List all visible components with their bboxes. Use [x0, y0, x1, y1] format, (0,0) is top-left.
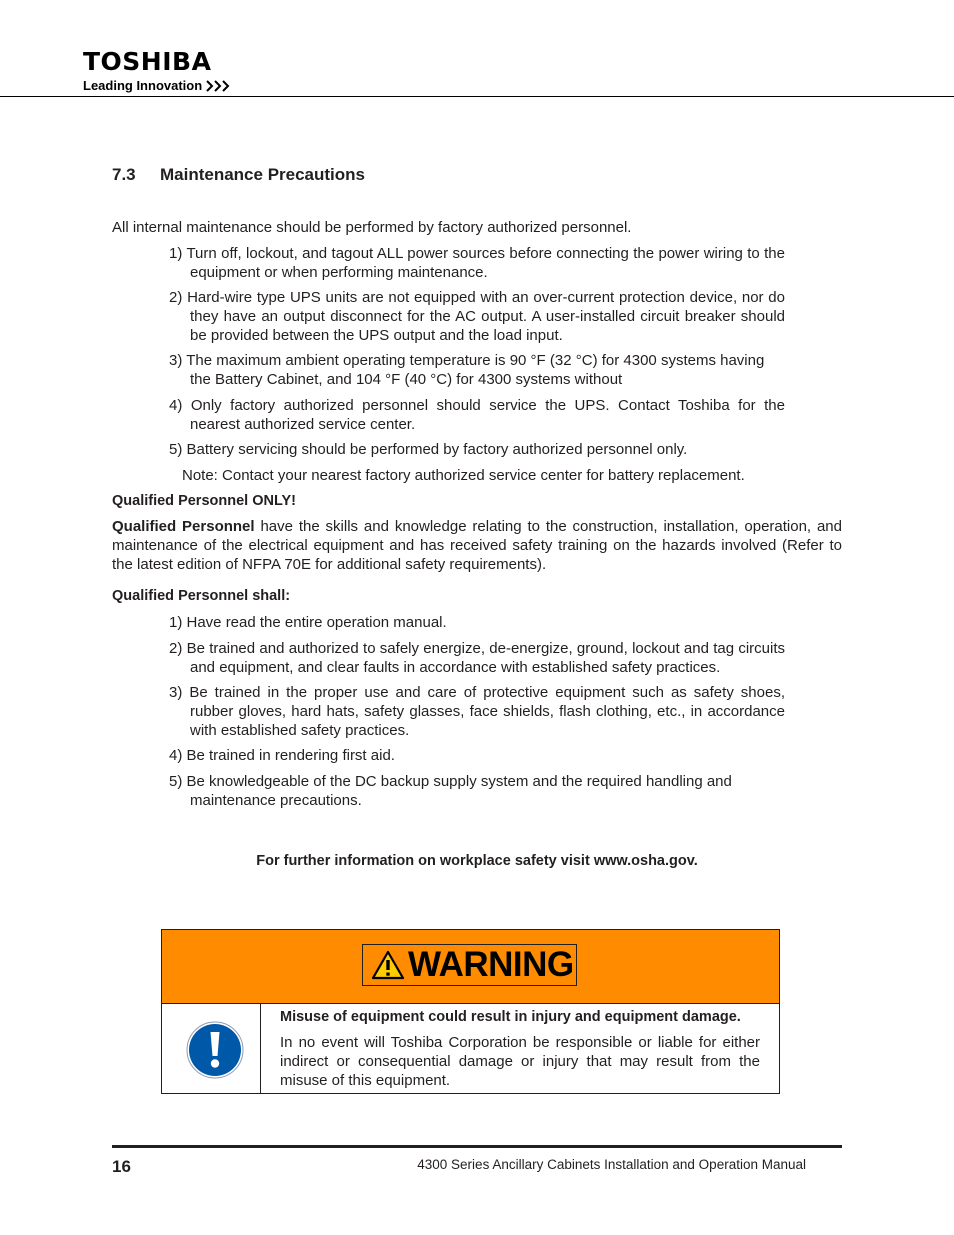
precaution-text: 5) Battery servicing should be performed by factory authorized personnel only. [169, 441, 688, 458]
footer-divider [112, 1145, 842, 1148]
shall-item [169, 683, 785, 740]
brand-tagline [83, 78, 232, 93]
qualified-heading: Qualified Personnel ONLY! [112, 493, 296, 509]
warning-label: WARNING [408, 945, 574, 984]
shall-text: 5) Be knowledgeable of the DC backup supply system and the required handling and maintenance precautions. [169, 773, 732, 809]
shall-heading: Qualified Personnel shall: [112, 588, 291, 604]
precaution-item [169, 351, 785, 389]
warning-label-frame [362, 944, 577, 986]
qualified-definition: have the skills and knowledge relating to the construction, installation, operation, and maintenance of the electrical equipment and has received safety training on the hazards involved (Refer to the latest edition of NFPA 70E for additional safety requirements). [112, 518, 842, 573]
brand-logo: TOSHIBA [83, 47, 212, 76]
precaution-text: 1) Turn off, lockout, and tagout ALL power sources before connecting the power wiring to the equipment or when performing maintenance. [169, 245, 785, 281]
warning-text-cell [280, 1008, 760, 1090]
qualified-paragraph [112, 517, 842, 574]
section-title: Maintenance Precautions [160, 165, 366, 184]
precaution-item [169, 440, 785, 459]
precaution-item [169, 396, 785, 434]
shall-item [169, 613, 785, 632]
manual-title: 4300 Series Ancillary Cabinets Installation and Operation Manual [417, 1157, 806, 1172]
warning-triangle-icon [371, 950, 405, 980]
shall-item [169, 746, 785, 765]
qualified-term: Qualified Personnel [112, 518, 255, 535]
page-number: 16 [112, 1157, 131, 1176]
shall-item [169, 772, 759, 810]
warning-header [162, 930, 779, 1004]
precaution-item [169, 288, 785, 345]
precaution-text: 2) Hard-wire type UPS units are not equipped with an over-current protection device, nor do they have an output disconnect for the AC output. A user-installed circuit breaker should be provided between the UPS output and the load input. [169, 289, 785, 344]
intro-paragraph: All internal maintenance should be performed by factory authorized personnel. [112, 219, 632, 236]
section-number: 7.3 [112, 165, 136, 184]
precaution-text: 4) Only factory authorized personnel should service the UPS. Contact Toshiba for the nearest authorized service center. [169, 397, 785, 433]
battery-note: Note: Contact your nearest factory authorized service center for battery replacement. [182, 467, 745, 484]
section-heading [112, 165, 365, 185]
warning-headline: Misuse of equipment could result in injury and equipment damage. [280, 1009, 741, 1025]
precaution-text: 3) The maximum ambient operating temperature is 90 °F (32 °C) for 4300 systems having the Battery Cabinet, and 104 °F (40 °C) for 4300 systems without [169, 352, 765, 388]
osha-info: For further information on workplace safety visit www.osha.gov. [256, 853, 698, 869]
exclamation-icon [186, 1021, 244, 1079]
header-divider [0, 96, 954, 97]
shall-text: 1) Have read the entire operation manual. [169, 614, 447, 631]
warning-box [161, 929, 780, 1094]
precaution-item [169, 244, 785, 282]
shall-text: 3) Be trained in the proper use and care of protective equipment such as safety shoes, rubber gloves, hard hats, safety glasses, face shields, flash clothing, etc., in accordance with established safety practices. [169, 684, 785, 739]
warning-body: In no event will Toshiba Corporation be responsible or liable for either indirect or consequential damage or injury that may result from the misuse of this equipment. [280, 1034, 760, 1089]
triple-chevron-icon [206, 80, 232, 92]
shall-text: 4) Be trained in rendering first aid. [169, 747, 395, 764]
tagline-text: Leading Innovation [83, 78, 203, 93]
shall-text: 2) Be trained and authorized to safely energize, de-energize, ground, lockout and tag circuits and equipment, and clear faults in accordance with established safety practices. [169, 640, 785, 676]
warning-icon-cell [162, 1004, 261, 1093]
shall-item [169, 639, 785, 677]
